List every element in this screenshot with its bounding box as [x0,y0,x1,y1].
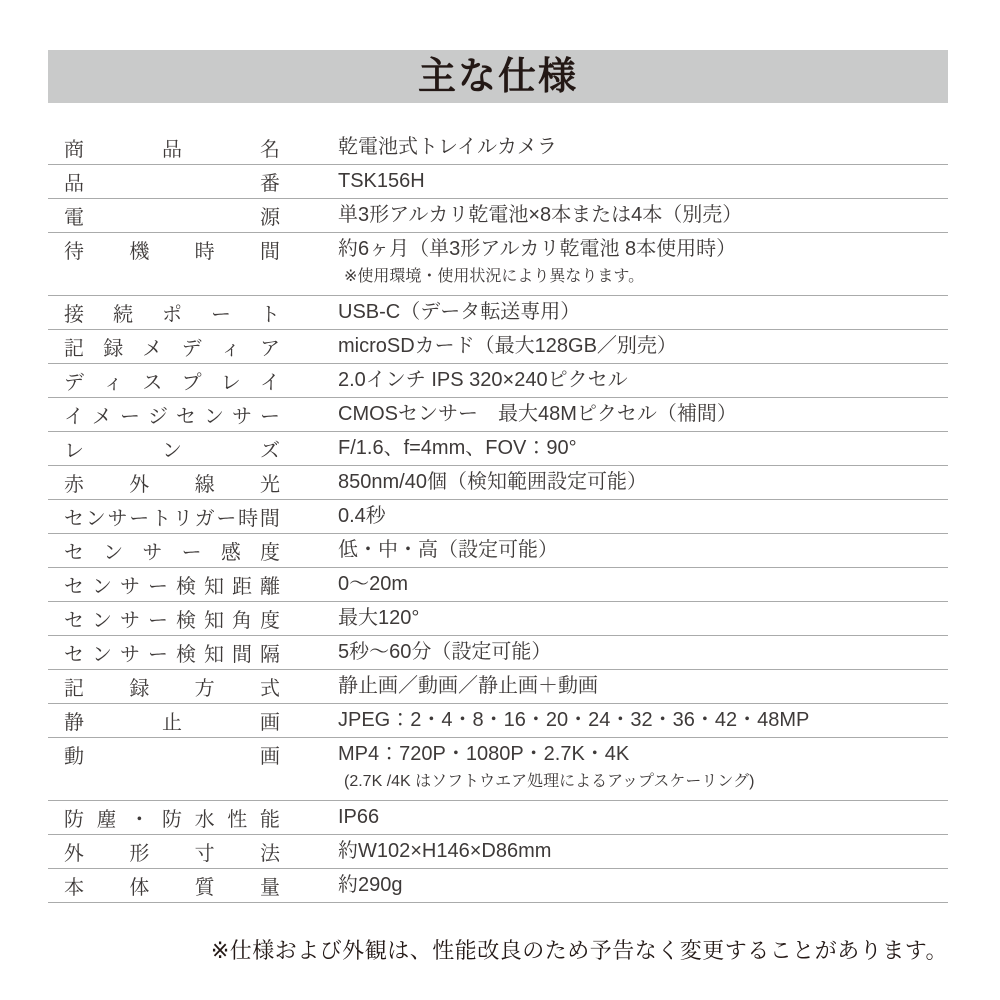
spec-value-column [338,801,948,834]
spec-value-column [338,670,948,703]
spec-value: 約6ヶ月（単3形アルカリ乾電池 8本使用時） [338,238,737,260]
spec-value: 5秒〜60分（設定可能） [338,641,552,663]
spec-value-column [338,602,948,635]
spec-label: セ ン サ ー ト リ ガ ー 時 間 [64,508,280,530]
spec-value: microSDカード（最大128GB／別売） [338,335,677,357]
spec-value-column [338,199,948,232]
spec-value-column [338,398,948,431]
spec-label: 動 画 [64,746,280,768]
spec-row [48,738,948,801]
spec-value-column [338,704,948,737]
spec-value: 0.4秒 [338,505,386,527]
spec-label: セ ン サ ー 検 知 角 度 [64,610,280,632]
spec-label: デ ィ ス プ レ イ [64,372,280,394]
spec-label: 電 源 [64,207,280,229]
spec-row [48,670,948,704]
spec-row [48,296,948,330]
spec-value: 乾電池式トレイルカメラ [338,136,557,158]
spec-value-column [338,364,948,397]
spec-row [48,233,948,296]
spec-row [48,568,948,602]
spec-label: 接 続 ポ ー ト [64,304,280,326]
spec-value-column [338,432,948,465]
spec-row [48,398,948,432]
spec-label: イ メ ー ジ セ ン サ ー [64,406,280,428]
spec-row [48,131,948,165]
footer-note: ※仕様および外観は、性能改良のため予告なく変更することがあります。 [210,938,948,963]
spec-label: 品 番 [64,173,280,195]
spec-label: レ ン ズ [64,440,280,462]
spec-value: 単3形アルカリ乾電池×8本または4本（別売） [338,204,743,226]
spec-label: 記 録 方 式 [64,678,280,700]
spec-value: CMOSセンサー 最大48Mピクセル（補間） [338,403,737,425]
spec-row [48,869,948,903]
spec-value-column [338,568,948,601]
spec-value: 静止画／動画／静止画＋動画 [338,675,598,697]
spec-value: 最大120° [338,607,420,629]
spec-row [48,165,948,199]
spec-label: 本 体 質 量 [64,877,280,899]
spec-sheet [48,50,948,965]
spec-value-column [338,738,948,800]
spec-label: 商 品 名 [64,139,280,161]
spec-note: (2.7K /4K はソフトウエア処理によるアップスケーリング) [344,773,755,790]
spec-value: 0〜20m [338,573,409,595]
spec-value: 低・中・高（設定可能） [338,539,558,561]
spec-row [48,466,948,500]
spec-value-column [338,233,948,295]
spec-value-column [338,466,948,499]
spec-value-column [338,165,948,198]
spec-label: 待 機 時 間 [64,241,280,263]
page-title-bar [48,50,948,103]
spec-row [48,801,948,835]
spec-label: 静 止 画 [64,712,280,734]
spec-note: ※使用環境・使用状況により異なります。 [344,268,645,285]
spec-row [48,199,948,233]
spec-label: セ ン サ ー 検 知 間 隔 [64,644,280,666]
spec-table [48,131,948,903]
spec-value-column [338,500,948,533]
spec-row [48,636,948,670]
spec-row [48,835,948,869]
spec-label: セ ン サ ー 検 知 距 離 [64,576,280,598]
spec-value: JPEG：2・4・8・16・20・24・32・36・42・48MP [338,709,810,731]
spec-value: 850nm/40個（検知範囲設定可能） [338,471,647,493]
spec-label: セ ン サ ー 感 度 [64,542,280,564]
spec-value: IP66 [338,806,380,828]
spec-value: 約W102×H146×D86mm [338,840,552,862]
spec-label: 記 録 メ デ ィ ア [64,338,280,360]
spec-label: 防 塵 ・ 防 水 性 能 [64,809,280,831]
spec-value-column [338,296,948,329]
spec-value: TSK156H [338,170,425,192]
spec-value: F/1.6、f=4mm、FOV：90° [338,437,577,459]
spec-value-column [338,534,948,567]
spec-row [48,432,948,466]
page-title: 主な仕様 [417,55,578,98]
spec-value: 約290g [338,874,403,896]
spec-value-column [338,131,948,164]
spec-value-column [338,835,948,868]
spec-value-column [338,636,948,669]
spec-row [48,602,948,636]
spec-row [48,704,948,738]
spec-value: 2.0インチ IPS 320×240ピクセル [338,369,628,391]
spec-row [48,364,948,398]
spec-row [48,500,948,534]
spec-row [48,534,948,568]
spec-label: 赤 外 線 光 [64,474,280,496]
spec-value-column [338,869,948,902]
spec-label: 外 形 寸 法 [64,843,280,865]
spec-value-column [338,330,948,363]
spec-value: MP4：720P・1080P・2.7K・4K [338,743,630,765]
spec-value: USB-C（データ転送専用） [338,301,581,323]
spec-row [48,330,948,364]
